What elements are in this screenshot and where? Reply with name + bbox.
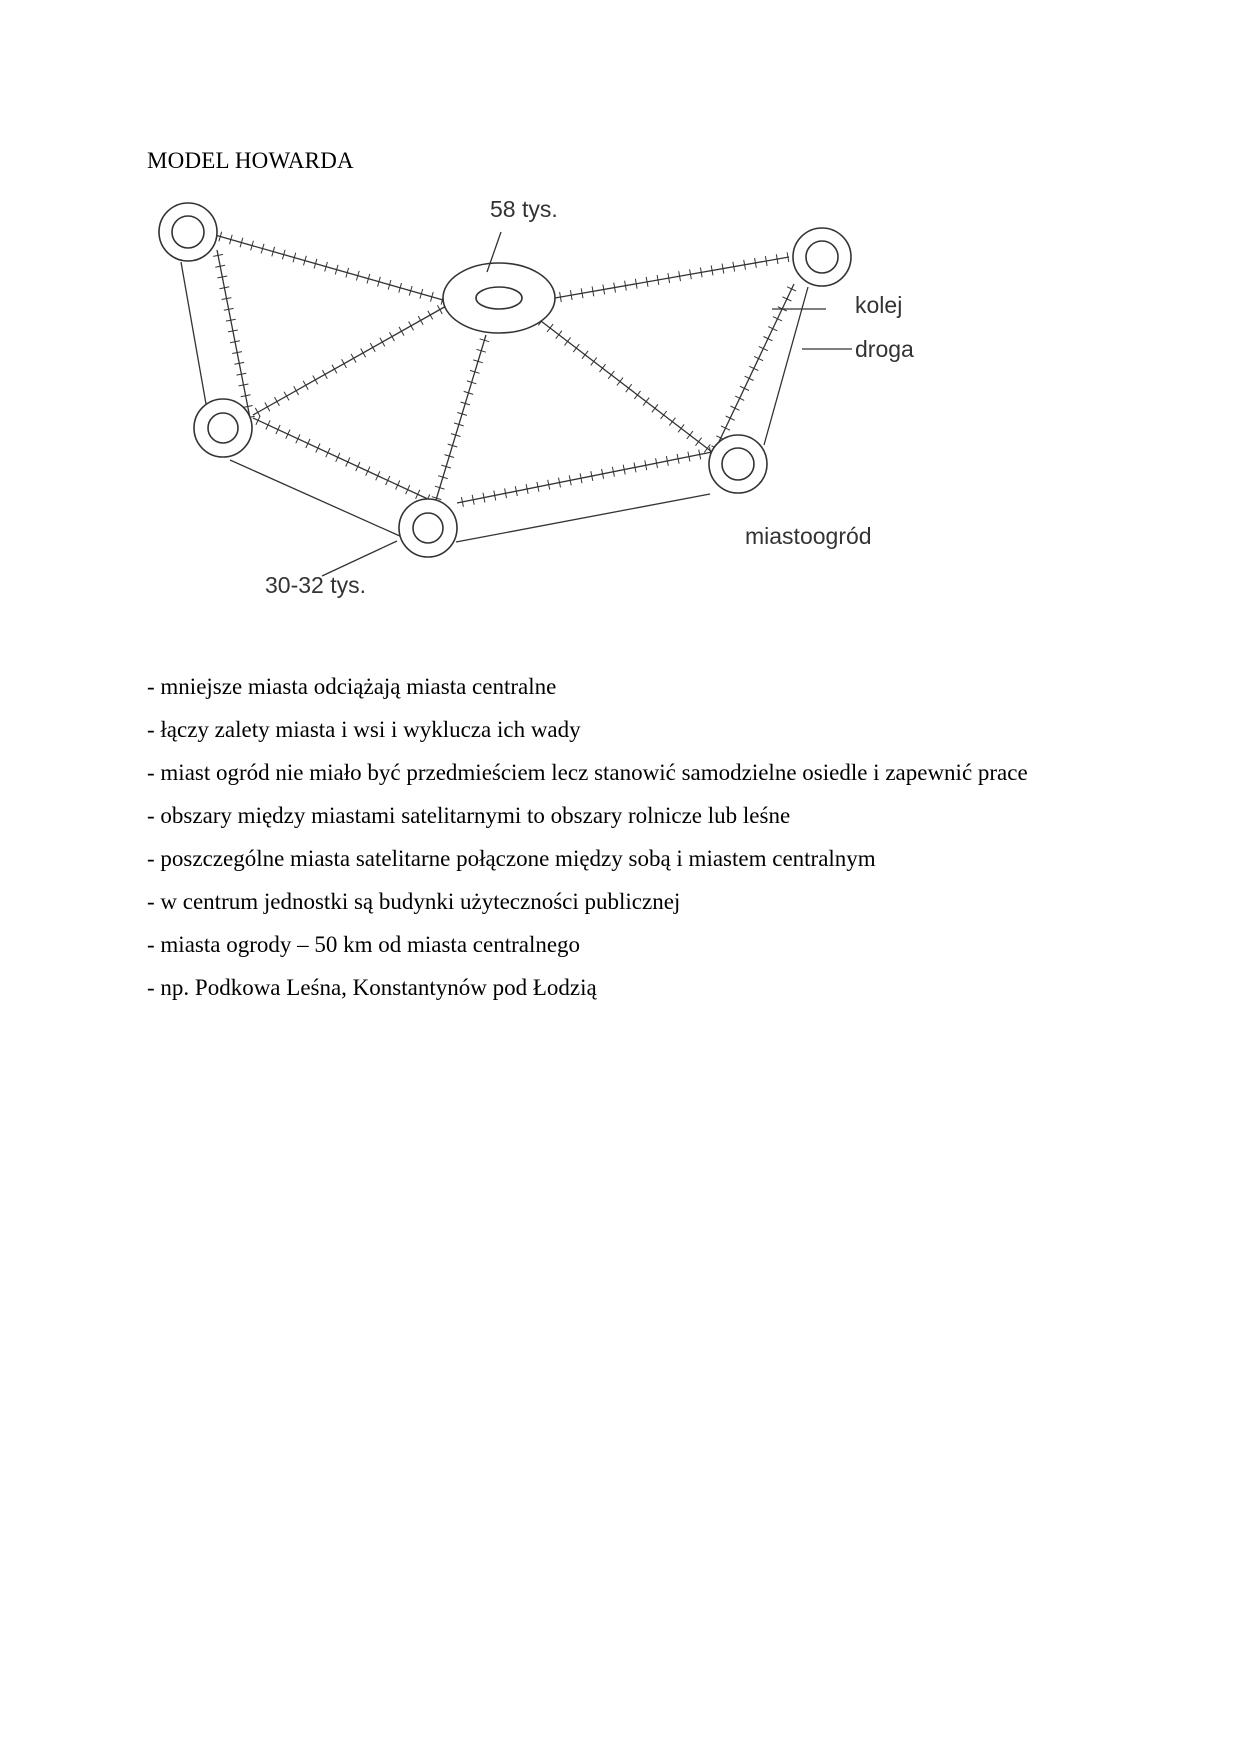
railway-segment xyxy=(253,305,448,415)
railway-tie xyxy=(428,311,433,320)
railway-tie xyxy=(380,338,385,347)
town-top-right xyxy=(793,228,851,286)
road-label: droga xyxy=(855,336,914,362)
railway-tie xyxy=(556,331,562,339)
railway-tie xyxy=(294,386,299,395)
railway-tie xyxy=(600,364,606,372)
road-segment xyxy=(230,460,402,537)
railway-segment xyxy=(537,318,712,452)
railway-segment xyxy=(555,257,789,298)
list-item: - miasta ogrody – 50 km od miasta centralnego xyxy=(147,932,581,957)
railway-tie xyxy=(303,381,308,390)
garden-city-label: miastoogród xyxy=(745,523,872,549)
railway-tie xyxy=(342,359,347,368)
railway-tie xyxy=(626,384,632,392)
central-population-label: 58 tys. xyxy=(490,196,558,222)
railway-tie xyxy=(418,316,423,325)
list-item: - mniejsze miasta odciążają miasta centralne xyxy=(147,674,557,699)
railway-tie xyxy=(399,327,404,336)
railway-tie xyxy=(617,378,623,386)
list-item: - w centrum jednostki są budynki użyteczności publicznej xyxy=(147,889,681,914)
railway-tie xyxy=(265,403,270,412)
railway-tie xyxy=(565,337,571,345)
railway-tie xyxy=(370,343,375,352)
railway-tie xyxy=(582,351,588,359)
railway-tie xyxy=(255,408,260,417)
railway-tie xyxy=(652,404,658,412)
list-item: - np. Podkowa Leśna, Konstantynów pod Łodzią xyxy=(147,975,597,1000)
railway-tie xyxy=(669,418,675,426)
town-top-left xyxy=(159,203,217,261)
railway-tie xyxy=(437,305,442,314)
railway-tie xyxy=(322,370,327,379)
railway-tie xyxy=(390,332,395,341)
bullet-list xyxy=(147,665,1107,1009)
railway-label: kolej xyxy=(855,292,903,318)
pointer-satellite xyxy=(322,541,397,576)
list-item: - miast ogród nie miało być przedmieściem lecz stanowić samodzielne osiedle i zapewnić prace xyxy=(147,760,1028,785)
railway-segment xyxy=(436,335,486,500)
railway-tie xyxy=(661,411,667,419)
town-right-bottom xyxy=(709,435,767,493)
railway-tie xyxy=(351,354,356,363)
railway-tie xyxy=(313,376,318,385)
town-mid-left xyxy=(194,399,252,457)
railway-tie xyxy=(275,397,280,406)
list-item: - poszczególne miasta satelitarne połączone między sobą i miastem centralnym xyxy=(147,846,876,871)
railway-segment xyxy=(215,235,443,300)
railway-tie xyxy=(591,358,597,366)
central-city xyxy=(443,263,555,333)
railway-tie xyxy=(634,391,640,399)
railway-tie xyxy=(284,392,289,401)
road-segment xyxy=(181,262,206,404)
railway-tie xyxy=(687,431,693,439)
list-item: - obszary między miastami satelitarnymi to obszary rolnicze lub leśne xyxy=(147,803,791,828)
road-segment xyxy=(456,494,710,542)
railway-segment xyxy=(253,418,430,500)
railway-tie xyxy=(361,349,366,358)
railway-tie xyxy=(608,371,614,379)
railway-segment xyxy=(457,452,712,503)
list-item: - łączy zalety miasta i wsi i wyklucza ich wady xyxy=(147,717,581,742)
town-bottom xyxy=(399,499,457,557)
railway-tie xyxy=(547,324,553,332)
railway-tie xyxy=(409,322,414,331)
railway-segment xyxy=(217,250,250,418)
satellite-population-label: 30-32 tys. xyxy=(265,572,366,598)
railway-tie xyxy=(573,344,579,352)
railway-tie xyxy=(696,438,702,446)
page-title: MODEL HOWARDA xyxy=(147,148,354,173)
howard-model-diagram xyxy=(0,0,1240,640)
railway-tie xyxy=(332,365,337,374)
railway-tie xyxy=(678,424,684,432)
railway-tie xyxy=(643,398,649,406)
